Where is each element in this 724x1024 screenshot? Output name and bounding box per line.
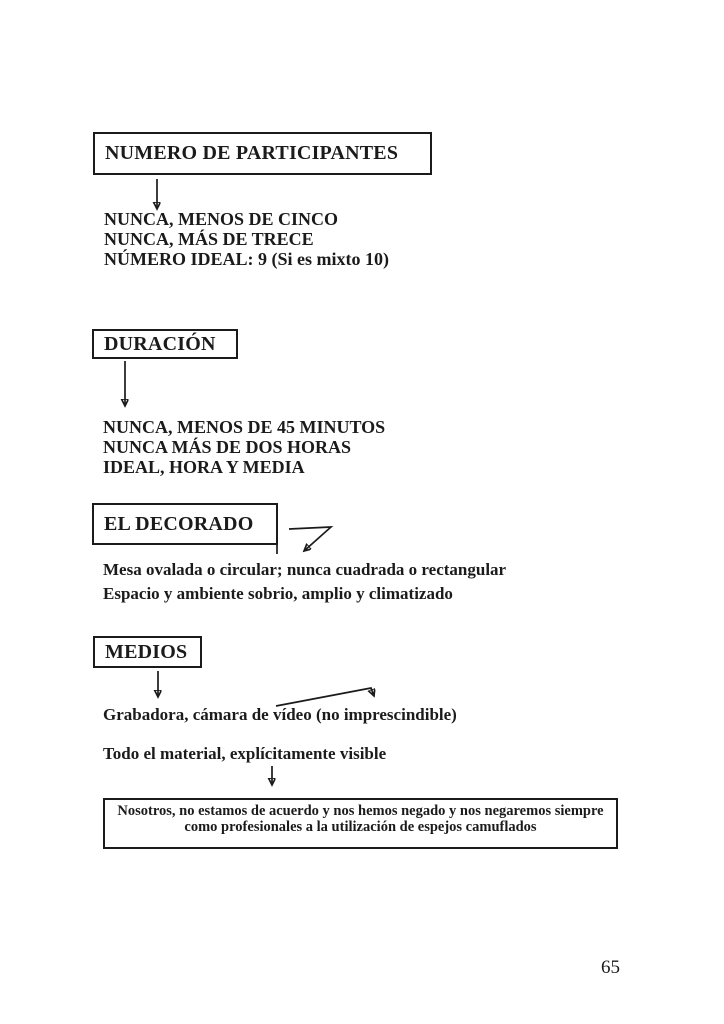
body-line: NUNCA, MÁS DE TRECE: [104, 228, 314, 249]
heading-duracion: DURACIÓN: [104, 332, 216, 355]
text-block-decorado: [103, 558, 506, 605]
body-line: Todo el material, explícitamente visible: [103, 744, 387, 763]
note-box: [103, 798, 618, 849]
body-line: Grabadora, cámara de vídeo (no imprescindible): [103, 705, 457, 724]
heading-box-medios: [93, 636, 202, 668]
body-line: NUNCA MÁS DE DOS HORAS: [103, 436, 352, 457]
body-line: Mesa ovalada o circular; nunca cuadrada o rectangular: [103, 560, 507, 579]
note-line: como profesionales a la utilización de espejos camuflados: [184, 818, 537, 835]
text-line-material: [103, 744, 386, 764]
body-line: NUNCA, MENOS DE 45 MINUTOS: [103, 417, 386, 437]
text-line-grabadora: [103, 705, 457, 725]
heading-box-participantes: [93, 132, 432, 175]
heading-decorado: EL DECORADO: [104, 512, 254, 535]
body-line: IDEAL, HORA Y MEDIA: [103, 456, 305, 477]
text-block-participantes: [104, 210, 389, 269]
heading-box-duracion: [92, 329, 238, 359]
heading-box-decorado: [92, 503, 278, 545]
bent-arrow-video: [276, 688, 374, 706]
body-line: Espacio y ambiente sobrio, amplio y climatizado: [103, 583, 453, 603]
heading-medios: MEDIOS: [105, 640, 188, 663]
page-number: 65: [601, 957, 620, 978]
bent-arrow-decorado: [289, 527, 331, 551]
heading-participantes: NUMERO DE PARTICIPANTES: [105, 142, 399, 164]
body-line: NUNCA, MENOS DE CINCO: [104, 209, 339, 229]
body-line: NÚMERO IDEAL: 9 (Si es mixto 10): [104, 248, 389, 269]
text-block-duracion: [103, 418, 385, 477]
note-line: Nosotros, no estamos de acuerdo y nos hemos negado y nos negaremos siempre: [117, 803, 604, 819]
